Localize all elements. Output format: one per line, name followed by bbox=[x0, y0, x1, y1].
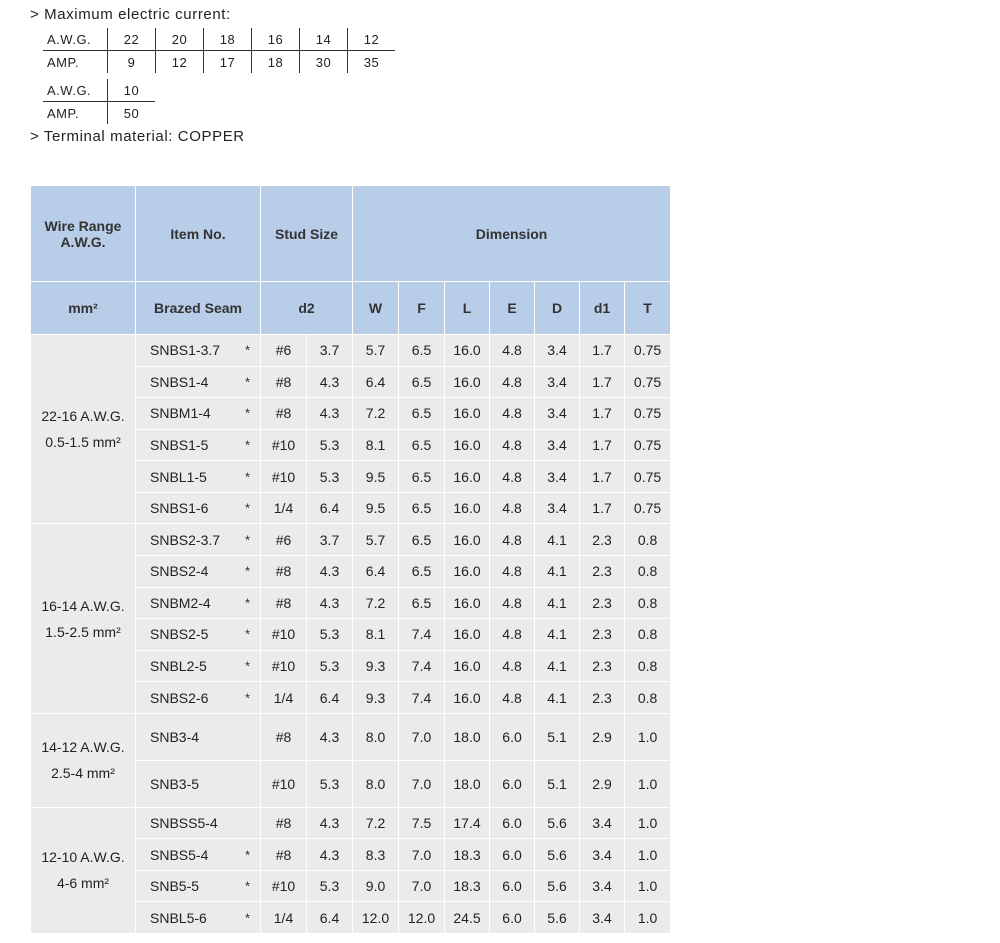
cell-f: 6.5 bbox=[399, 366, 445, 398]
awg-value: 12 bbox=[348, 28, 396, 51]
cell-l: 16.0 bbox=[445, 556, 490, 588]
cell-l: 16.0 bbox=[445, 650, 490, 682]
wire-range-mm2: 0.5-1.5 mm² bbox=[45, 434, 121, 451]
cell-e: 4.8 bbox=[490, 587, 535, 619]
item-no-cell bbox=[136, 619, 261, 651]
awg-value: 18 bbox=[204, 28, 252, 51]
cell-t: 0.8 bbox=[625, 682, 671, 714]
cell-f: 6.5 bbox=[399, 429, 445, 461]
item-no-cell bbox=[136, 335, 261, 367]
wire-range-cell bbox=[31, 807, 136, 933]
item-no: SNBS1-3.7 bbox=[150, 342, 221, 359]
brazed-seam-mark: * bbox=[244, 374, 250, 390]
header-dimension: Dimension bbox=[353, 186, 671, 282]
cell-t: 0.8 bbox=[625, 524, 671, 556]
cell-stud: 1/4 bbox=[261, 682, 307, 714]
awg-label: A.W.G. bbox=[43, 28, 108, 51]
item-no-cell bbox=[136, 682, 261, 714]
cell-d2: 3.7 bbox=[307, 335, 353, 367]
cell-f: 7.0 bbox=[399, 760, 445, 807]
cell-w: 6.4 bbox=[353, 366, 399, 398]
amp-value: 12 bbox=[156, 51, 204, 74]
item-no: SNBS2-6 bbox=[150, 689, 209, 706]
header-brazed-seam: Brazed Seam bbox=[136, 282, 261, 335]
awg-label: A.W.G. bbox=[43, 79, 108, 102]
cell-f: 6.5 bbox=[399, 461, 445, 493]
cell-e: 6.0 bbox=[490, 870, 535, 902]
cell-stud: #10 bbox=[261, 650, 307, 682]
wire-range-awg: 22-16 A.W.G. bbox=[41, 408, 125, 425]
cell-e: 4.8 bbox=[490, 650, 535, 682]
cell-stud: #8 bbox=[261, 398, 307, 430]
cell-d2: 3.7 bbox=[307, 524, 353, 556]
cell-d1: 3.4 bbox=[580, 807, 625, 839]
cell-d2: 5.3 bbox=[307, 870, 353, 902]
item-no: SNB3-4 bbox=[150, 728, 200, 745]
cell-d2: 4.3 bbox=[307, 556, 353, 588]
cell-stud: #10 bbox=[261, 461, 307, 493]
cell-w: 9.3 bbox=[353, 682, 399, 714]
amp-label: AMP. bbox=[43, 51, 108, 74]
max-current-heading: > Maximum electric current: bbox=[30, 6, 231, 23]
cell-t: 0.75 bbox=[625, 461, 671, 493]
table-row bbox=[31, 524, 671, 556]
cell-d: 3.4 bbox=[535, 398, 580, 430]
awg-row bbox=[43, 28, 395, 51]
wire-range-mm2: 4-6 mm² bbox=[56, 875, 110, 892]
cell-l: 24.5 bbox=[445, 902, 490, 934]
cell-f: 6.5 bbox=[399, 524, 445, 556]
cell-d2: 4.3 bbox=[307, 398, 353, 430]
item-no-cell bbox=[136, 587, 261, 619]
header-item-no: Item No. bbox=[136, 186, 261, 282]
brazed-seam-mark: * bbox=[244, 563, 250, 579]
amp-value: 35 bbox=[363, 54, 380, 70]
cell-stud: #8 bbox=[261, 556, 307, 588]
table-row bbox=[31, 713, 671, 760]
cell-d: 5.6 bbox=[535, 902, 580, 934]
cell-f: 7.4 bbox=[399, 682, 445, 714]
cell-f: 6.5 bbox=[399, 587, 445, 619]
cell-d1: 1.7 bbox=[580, 335, 625, 367]
cell-d: 5.6 bbox=[535, 839, 580, 871]
brazed-seam-mark: * bbox=[244, 658, 250, 674]
cell-stud: #8 bbox=[261, 713, 307, 760]
brazed-seam-mark: * bbox=[244, 437, 250, 453]
cell-f: 6.5 bbox=[399, 335, 445, 367]
cell-l: 16.0 bbox=[445, 461, 490, 493]
table-row bbox=[31, 335, 671, 367]
cell-d: 4.1 bbox=[535, 587, 580, 619]
cell-e: 4.8 bbox=[490, 492, 535, 524]
cell-w: 8.3 bbox=[353, 839, 399, 871]
cell-l: 18.3 bbox=[445, 839, 490, 871]
cell-t: 0.8 bbox=[625, 650, 671, 682]
amp-row bbox=[43, 51, 395, 74]
brazed-seam-mark: * bbox=[244, 469, 250, 485]
amp-row bbox=[43, 102, 155, 125]
cell-d1: 3.4 bbox=[580, 870, 625, 902]
cell-d: 5.1 bbox=[535, 760, 580, 807]
cell-t: 1.0 bbox=[625, 760, 671, 807]
cell-d: 3.4 bbox=[535, 335, 580, 367]
cell-d1: 1.7 bbox=[580, 492, 625, 524]
cell-stud: #8 bbox=[261, 839, 307, 871]
brazed-seam-mark: * bbox=[244, 878, 250, 894]
cell-w: 8.1 bbox=[353, 429, 399, 461]
wire-range-cell bbox=[31, 524, 136, 713]
wire-range-awg: 14-12 A.W.G. bbox=[41, 739, 125, 756]
header-stud-size: Stud Size bbox=[261, 186, 353, 282]
item-no-cell bbox=[136, 429, 261, 461]
item-no: SNBL2-5 bbox=[150, 658, 207, 675]
cell-w: 9.5 bbox=[353, 492, 399, 524]
header-t: T bbox=[625, 282, 671, 335]
cell-t: 1.0 bbox=[625, 807, 671, 839]
cell-e: 6.0 bbox=[490, 902, 535, 934]
header-d2: d2 bbox=[261, 282, 353, 335]
cell-w: 7.2 bbox=[353, 587, 399, 619]
header-wire-range: Wire Range A.W.G. bbox=[31, 186, 136, 282]
item-no-cell bbox=[136, 870, 261, 902]
cell-w: 5.7 bbox=[353, 524, 399, 556]
cell-f: 7.0 bbox=[399, 839, 445, 871]
amp-value: 30 bbox=[300, 51, 348, 74]
awg-value: 20 bbox=[156, 28, 204, 51]
amp-value: 17 bbox=[204, 51, 252, 74]
cell-t: 1.0 bbox=[625, 713, 671, 760]
brazed-seam-mark: * bbox=[244, 342, 250, 358]
item-no-cell bbox=[136, 650, 261, 682]
wire-range-awg: 12-10 A.W.G. bbox=[41, 849, 125, 866]
cell-d1: 2.3 bbox=[580, 556, 625, 588]
cell-stud: 1/4 bbox=[261, 902, 307, 934]
cell-d: 4.1 bbox=[535, 682, 580, 714]
cell-d1: 2.3 bbox=[580, 650, 625, 682]
header-row-1 bbox=[31, 186, 671, 282]
item-no-cell bbox=[136, 398, 261, 430]
amp-value: 9 bbox=[108, 51, 156, 74]
cell-e: 4.8 bbox=[490, 556, 535, 588]
item-no-cell bbox=[136, 839, 261, 871]
cell-d1: 2.9 bbox=[580, 713, 625, 760]
cell-w: 9.0 bbox=[353, 870, 399, 902]
cell-l: 16.0 bbox=[445, 366, 490, 398]
cell-d: 3.4 bbox=[535, 492, 580, 524]
awg-row bbox=[43, 79, 155, 102]
cell-e: 4.8 bbox=[490, 398, 535, 430]
item-no: SNBL1-5 bbox=[150, 468, 207, 485]
cell-e: 4.8 bbox=[490, 429, 535, 461]
cell-stud: #10 bbox=[261, 429, 307, 461]
cell-stud: #10 bbox=[261, 760, 307, 807]
item-no: SNBS2-4 bbox=[150, 563, 209, 580]
item-no: SNBM2-4 bbox=[150, 594, 211, 611]
cell-d: 4.1 bbox=[535, 650, 580, 682]
cell-f: 12.0 bbox=[399, 902, 445, 934]
cell-d2: 4.3 bbox=[307, 713, 353, 760]
cell-t: 0.75 bbox=[625, 429, 671, 461]
header-mm2: mm² bbox=[31, 282, 136, 335]
header-f: F bbox=[399, 282, 445, 335]
cell-l: 16.0 bbox=[445, 335, 490, 367]
wire-range-mm2: 2.5-4 mm² bbox=[51, 765, 115, 782]
cell-stud: #6 bbox=[261, 335, 307, 367]
cell-d2: 4.3 bbox=[307, 366, 353, 398]
cell-d: 5.6 bbox=[535, 870, 580, 902]
cell-d: 4.1 bbox=[535, 619, 580, 651]
wire-range-cell bbox=[31, 713, 136, 807]
cell-w: 5.7 bbox=[353, 335, 399, 367]
header-d1: d1 bbox=[580, 282, 625, 335]
cell-t: 0.75 bbox=[625, 398, 671, 430]
brazed-seam-mark: * bbox=[244, 405, 250, 421]
cell-d: 5.6 bbox=[535, 807, 580, 839]
cell-d1: 1.7 bbox=[580, 461, 625, 493]
cell-stud: #10 bbox=[261, 619, 307, 651]
item-no: SNBS1-4 bbox=[150, 373, 209, 390]
brazed-seam-mark: * bbox=[244, 595, 250, 611]
cell-f: 6.5 bbox=[399, 556, 445, 588]
amp-table-1 bbox=[43, 28, 395, 73]
cell-d2: 4.3 bbox=[307, 839, 353, 871]
cell-w: 12.0 bbox=[353, 902, 399, 934]
header-row-2 bbox=[31, 282, 671, 335]
cell-d: 5.1 bbox=[535, 713, 580, 760]
spec-table bbox=[30, 185, 671, 934]
item-no: SNB3-5 bbox=[150, 775, 200, 792]
cell-e: 4.8 bbox=[490, 682, 535, 714]
item-no-cell bbox=[136, 807, 261, 839]
wire-range-mm2: 1.5-2.5 mm² bbox=[45, 623, 121, 640]
brazed-seam-mark: * bbox=[244, 847, 250, 863]
cell-t: 0.8 bbox=[625, 619, 671, 651]
brazed-seam-mark: * bbox=[244, 910, 250, 926]
cell-stud: #10 bbox=[261, 870, 307, 902]
cell-d2: 6.4 bbox=[307, 492, 353, 524]
cell-d1: 3.4 bbox=[580, 902, 625, 934]
cell-d: 3.4 bbox=[535, 461, 580, 493]
awg-value: 14 bbox=[300, 28, 348, 51]
cell-d2: 4.3 bbox=[307, 807, 353, 839]
cell-l: 16.0 bbox=[445, 619, 490, 651]
wire-range-awg: 16-14 A.W.G. bbox=[41, 597, 125, 614]
cell-t: 0.8 bbox=[625, 587, 671, 619]
item-no-cell bbox=[136, 492, 261, 524]
cell-t: 1.0 bbox=[625, 839, 671, 871]
cell-d1: 1.7 bbox=[580, 366, 625, 398]
item-no: SNBS1-5 bbox=[150, 437, 209, 454]
cell-w: 8.1 bbox=[353, 619, 399, 651]
cell-f: 6.5 bbox=[399, 492, 445, 524]
item-no-cell bbox=[136, 366, 261, 398]
cell-l: 18.3 bbox=[445, 870, 490, 902]
cell-e: 4.8 bbox=[490, 335, 535, 367]
cell-d: 4.1 bbox=[535, 524, 580, 556]
cell-d2: 5.3 bbox=[307, 461, 353, 493]
cell-t: 0.75 bbox=[625, 492, 671, 524]
cell-l: 16.0 bbox=[445, 587, 490, 619]
cell-e: 4.8 bbox=[490, 366, 535, 398]
cell-stud: #8 bbox=[261, 366, 307, 398]
cell-w: 6.4 bbox=[353, 556, 399, 588]
header-l: L bbox=[445, 282, 490, 335]
item-no-cell bbox=[136, 556, 261, 588]
item-no: SNBM1-4 bbox=[150, 405, 211, 422]
cell-e: 4.8 bbox=[490, 524, 535, 556]
brazed-seam-mark: * bbox=[244, 500, 250, 516]
cell-e: 6.0 bbox=[490, 807, 535, 839]
cell-f: 6.5 bbox=[399, 398, 445, 430]
cell-l: 18.0 bbox=[445, 713, 490, 760]
amp-value: 18 bbox=[252, 51, 300, 74]
cell-f: 7.4 bbox=[399, 650, 445, 682]
item-no: SNBS2-3.7 bbox=[150, 531, 221, 548]
cell-l: 17.4 bbox=[445, 807, 490, 839]
awg-value: 22 bbox=[108, 28, 156, 51]
cell-f: 7.0 bbox=[399, 713, 445, 760]
header-w: W bbox=[353, 282, 399, 335]
cell-e: 6.0 bbox=[490, 760, 535, 807]
item-no: SNBS2-5 bbox=[150, 626, 209, 643]
cell-d: 3.4 bbox=[535, 429, 580, 461]
cell-d1: 3.4 bbox=[580, 839, 625, 871]
cell-d2: 4.3 bbox=[307, 587, 353, 619]
spec-body bbox=[31, 335, 671, 934]
cell-d2: 5.3 bbox=[307, 619, 353, 651]
item-no: SNB5-5 bbox=[150, 878, 200, 895]
cell-l: 16.0 bbox=[445, 398, 490, 430]
header-e: E bbox=[490, 282, 535, 335]
cell-f: 7.5 bbox=[399, 807, 445, 839]
brazed-seam-mark: * bbox=[244, 532, 250, 548]
cell-d1: 1.7 bbox=[580, 398, 625, 430]
item-no-cell bbox=[136, 902, 261, 934]
cell-stud: #8 bbox=[261, 587, 307, 619]
item-no-cell bbox=[136, 461, 261, 493]
cell-w: 7.2 bbox=[353, 807, 399, 839]
item-no: SNBS1-6 bbox=[150, 500, 209, 517]
cell-e: 6.0 bbox=[490, 839, 535, 871]
wire-range-cell bbox=[31, 335, 136, 524]
item-no: SNBL5-6 bbox=[150, 909, 207, 926]
cell-d1: 2.3 bbox=[580, 619, 625, 651]
cell-w: 9.5 bbox=[353, 461, 399, 493]
cell-l: 16.0 bbox=[445, 682, 490, 714]
cell-l: 16.0 bbox=[445, 524, 490, 556]
cell-d2: 6.4 bbox=[307, 902, 353, 934]
cell-w: 7.2 bbox=[353, 398, 399, 430]
cell-e: 6.0 bbox=[490, 713, 535, 760]
terminal-material: > Terminal material: COPPER bbox=[30, 128, 245, 145]
cell-stud: #6 bbox=[261, 524, 307, 556]
cell-d2: 6.4 bbox=[307, 682, 353, 714]
cell-d1: 2.9 bbox=[580, 760, 625, 807]
cell-d: 3.4 bbox=[535, 366, 580, 398]
item-no-cell bbox=[136, 760, 261, 807]
item-no: SNBS5-4 bbox=[150, 846, 209, 863]
cell-stud: 1/4 bbox=[261, 492, 307, 524]
amp-label: AMP. bbox=[43, 102, 108, 125]
amp-table-2 bbox=[43, 79, 155, 124]
cell-e: 4.8 bbox=[490, 619, 535, 651]
cell-e: 4.8 bbox=[490, 461, 535, 493]
cell-t: 0.75 bbox=[625, 335, 671, 367]
brazed-seam-mark: * bbox=[244, 626, 250, 642]
amp-value: 50 bbox=[123, 105, 140, 121]
cell-w: 9.3 bbox=[353, 650, 399, 682]
cell-w: 8.0 bbox=[353, 713, 399, 760]
cell-t: 0.75 bbox=[625, 366, 671, 398]
cell-d1: 2.3 bbox=[580, 682, 625, 714]
cell-d1: 2.3 bbox=[580, 587, 625, 619]
brazed-seam-mark: * bbox=[244, 690, 250, 706]
cell-t: 1.0 bbox=[625, 902, 671, 934]
item-no-cell bbox=[136, 524, 261, 556]
cell-t: 0.8 bbox=[625, 556, 671, 588]
cell-stud: #8 bbox=[261, 807, 307, 839]
cell-f: 7.4 bbox=[399, 619, 445, 651]
table-row bbox=[31, 807, 671, 839]
item-no: SNBSS5-4 bbox=[150, 814, 218, 831]
cell-t: 1.0 bbox=[625, 870, 671, 902]
awg-value: 10 bbox=[108, 79, 156, 102]
cell-d2: 5.3 bbox=[307, 760, 353, 807]
cell-d1: 1.7 bbox=[580, 429, 625, 461]
item-no-cell bbox=[136, 713, 261, 760]
cell-f: 7.0 bbox=[399, 870, 445, 902]
cell-d1: 2.3 bbox=[580, 524, 625, 556]
cell-d2: 5.3 bbox=[307, 650, 353, 682]
awg-value: 16 bbox=[252, 28, 300, 51]
header-d: D bbox=[535, 282, 580, 335]
cell-l: 18.0 bbox=[445, 760, 490, 807]
cell-w: 8.0 bbox=[353, 760, 399, 807]
cell-d: 4.1 bbox=[535, 556, 580, 588]
cell-l: 16.0 bbox=[445, 429, 490, 461]
cell-l: 16.0 bbox=[445, 492, 490, 524]
cell-d2: 5.3 bbox=[307, 429, 353, 461]
